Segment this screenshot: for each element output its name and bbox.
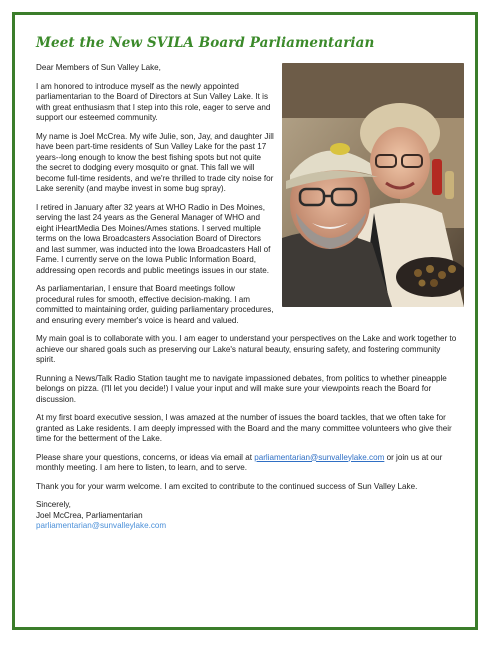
signature-block — [36, 500, 460, 532]
contact-email-link[interactable]: parliamentarian@sunvalleylake.com — [254, 452, 385, 462]
letter-body — [36, 63, 460, 532]
paragraph-role: As parliamentarian, I ensure that Board meetings follow procedural rules for smooth, effective decision-making. I am committed to maintaining order, guiding parliamentary procedures, and ensuring every member's voice is heard and valued. — [36, 284, 274, 325]
contact-text-before: Please share your questions, concerns, or ideas via email at — [36, 452, 255, 462]
photo-joel-and-julie-mccrea — [282, 63, 464, 307]
paragraph-thanks: Thank you for your warm welcome. I am excited to contribute to the continued success of Sun Valley Lake. — [36, 481, 418, 491]
greeting: Dear Members of Sun Valley Lake, — [36, 63, 161, 72]
paragraph-family: My name is Joel McCrea. My wife Julie, son, Jay, and daughter Jill have been part-time residents of Sun Valley Lake for the past 17 years--long enough to know the best fishing spots but not quite the secret to dodging every mosquito or gnat. This fall we will become full-time residents, and we're thrilled to trade city noise for Lake serenity (and maybe invest in some bug spray). — [36, 131, 274, 193]
signoff-name: Joel McCrea, Parliamentarian — [36, 510, 143, 520]
article-title: Meet the New SVILA Board Parliamentarian — [36, 35, 375, 51]
signoff-salutation: Sincerely, — [36, 500, 71, 509]
contact-text-after: or join us at our monthly meeting. I am here to listen, to learn, and to serve. — [36, 452, 443, 472]
paragraph-radio: Running a News/Talk Radio Station taught me to navigate impassioned debates, from politics to whether pineapple belongs on pizza. (I'll let you decide!) I value your input and will make sure your viewpoints reach the Board for discussion. — [36, 373, 447, 404]
paragraph-contact — [36, 453, 460, 474]
paragraph-career: I retired in January after 32 years at WHO Radio in Des Moines, serving the last 24 years as the General Manager of WHO and eight iHeartMedia Des Moines/Ames stations. I served multiple terms on the Iowa Broadcasters Association Board of Directors and last summer, was inducted into the Iowa Broadcasters Hall of Fame. I currently serve on the Iowa Public Information Board, addressing open records and public meetings issues in our state. — [36, 202, 271, 275]
paragraph-goals: My main goal is to collaborate with you. I am eager to understand your perspectives on the Lake and work together to achieve our shared goals such as preserving our Lake's natural beauty, ensuring safety, and fostering community spirit. — [36, 334, 457, 364]
signoff-email-link[interactable]: parliamentarian@sunvalleylake.com — [36, 521, 167, 530]
paragraph-introduction: I am honored to introduce myself as the newly appointed parliamentarian to the Board of Directors at Sun Valley Lake. It is with great enthusiasm that I step into this role, eager to serve and support our esteemed community. — [36, 81, 271, 122]
paragraph-first-session: At my first board executive session, I was amazed at the number of issues the board tackles, that we often take for granted as Lake residents. I am deeply impressed with the Board and the many committee volunteers who give their time for the betterment of the Lake. — [36, 413, 452, 443]
